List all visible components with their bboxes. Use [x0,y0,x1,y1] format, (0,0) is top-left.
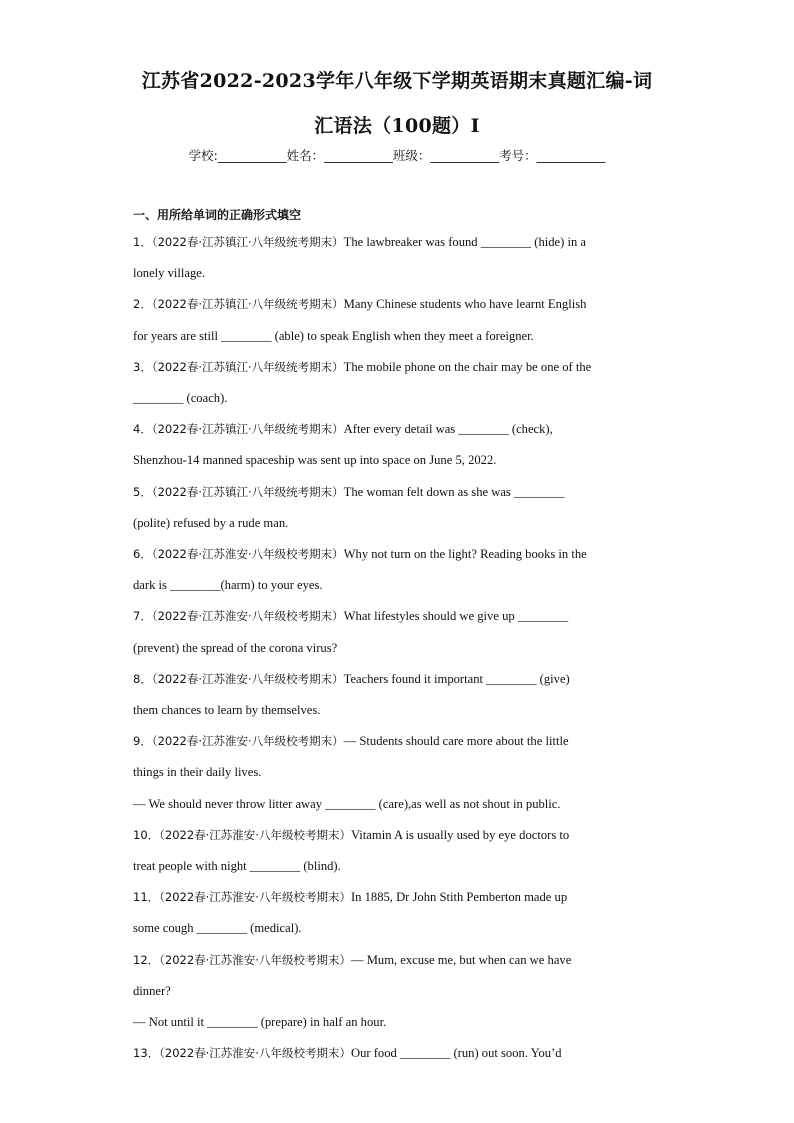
question-text: for years are still ________ (able) to speak English when they meet a foreigner. [133,328,534,343]
question-line [133,1045,562,1061]
question-text: The woman felt down as she was ________ [343,484,565,499]
question-line [133,671,570,687]
question-text: What lifestyles should we give up ________ [343,609,569,624]
question-text: (polite) refused by a rude man. [133,515,289,530]
question-source: 11．（2022春·江苏淮安·八年级校考期末） [133,890,351,905]
question-line [133,920,302,936]
question-line [133,515,288,531]
question-text: (prevent) the spread of the corona virus? [133,640,338,655]
question-line [133,608,568,624]
question-line [133,359,591,375]
question-line [133,390,227,406]
question-source: 6．（2022春·江苏淮安·八年级校考期末） [133,547,344,561]
document-title-line1: 江苏省2022-2023学年八年级下学期英语期末真题汇编-词 [141,70,653,92]
question-line [133,328,534,344]
question-line [133,265,205,281]
question-text: Many Chinese students who have learnt English [343,297,587,312]
question-line [133,702,320,718]
section-title: 一、用所给单词的正确形式填空 [133,208,302,222]
question-text: ________ (coach). [133,391,228,405]
question-line [133,452,496,468]
question-text: dark is ________(harm) to your eyes. [133,578,323,593]
question-line [133,952,571,968]
question-source: 2．（2022春·江苏镇江·八年级统考期末） [133,297,344,312]
question-line [133,983,171,999]
question-source: 13．（2022春·江苏淮安·八年级校考期末） [133,1046,351,1061]
question-text: dinner? [133,983,171,998]
question-line [133,546,587,562]
document-title-line2: 汇语法（100题）Ⅰ [314,115,480,137]
question-line [133,796,561,812]
question-text: Shenzhou-14 manned spaceship was sent up into space on June 5, 2022. [133,453,497,468]
question-source: 5．（2022春·江苏镇江·八年级统考期末） [133,484,344,499]
question-source: 12．（2022春·江苏淮安·八年级校考期末） [133,952,351,967]
question-text: In 1885, Dr John Stith Pemberton made up [350,890,568,905]
question-source: 1．（2022春·江苏镇江·八年级统考期末） [133,235,344,249]
question-text: — Not until it ________ (prepare) in half an hour. [133,1015,387,1029]
question-text: After every detail was ________ (check), [343,422,553,437]
question-text: — We should never throw litter away ________ (care),as well as not shout in public. [133,796,561,811]
question-line [133,733,569,749]
question-text: Teachers found it important ________ (give) [343,671,570,686]
question-text: them chances to learn by themselves. [133,703,321,717]
question-text: treat people with night ________ (blind). [133,859,341,873]
question-text: — Students should care more about the little [343,734,569,749]
question-line [133,577,323,593]
question-text: things in their daily lives. [133,765,262,780]
question-line [133,764,261,780]
question-text: Vitamin A is usually used by eye doctors to [350,827,570,842]
question-line [133,296,586,312]
question-source: 10．（2022春·江苏淮安·八年级校考期末） [133,827,351,842]
question-line [133,234,586,250]
question-source: 8．（2022春·江苏淮安·八年级校考期末） [133,671,344,686]
student-info-line: 学校:___________姓名：___________班级：___________考号：___________ [188,148,606,163]
question-line [133,640,337,656]
question-line [133,1014,386,1030]
question-text: lonely village. [133,266,206,281]
question-line [133,858,341,874]
question-line [133,484,564,500]
question-text: Our food ________ (run) out soon. You’d [350,1046,562,1061]
question-source: 3．（2022春·江苏镇江·八年级统考期末） [133,359,344,374]
question-text: The mobile phone on the chair may be one of the [343,359,592,374]
question-text: Why not turn on the light? Reading books in the [343,547,587,561]
question-line [133,827,569,843]
question-text: some cough ________ (medical). [133,921,302,936]
question-text: The lawbreaker was found ________ (hide) in a [343,235,587,249]
question-line [133,421,553,437]
question-source: 9．（2022春·江苏淮安·八年级校考期末） [133,734,344,749]
question-source: 4．（2022春·江苏镇江·八年级统考期末） [133,422,344,437]
question-source: 7．（2022春·江苏淮安·八年级校考期末） [133,609,344,624]
question-text: — Mum, excuse me, but when can we have [350,952,572,967]
question-line [133,889,567,905]
